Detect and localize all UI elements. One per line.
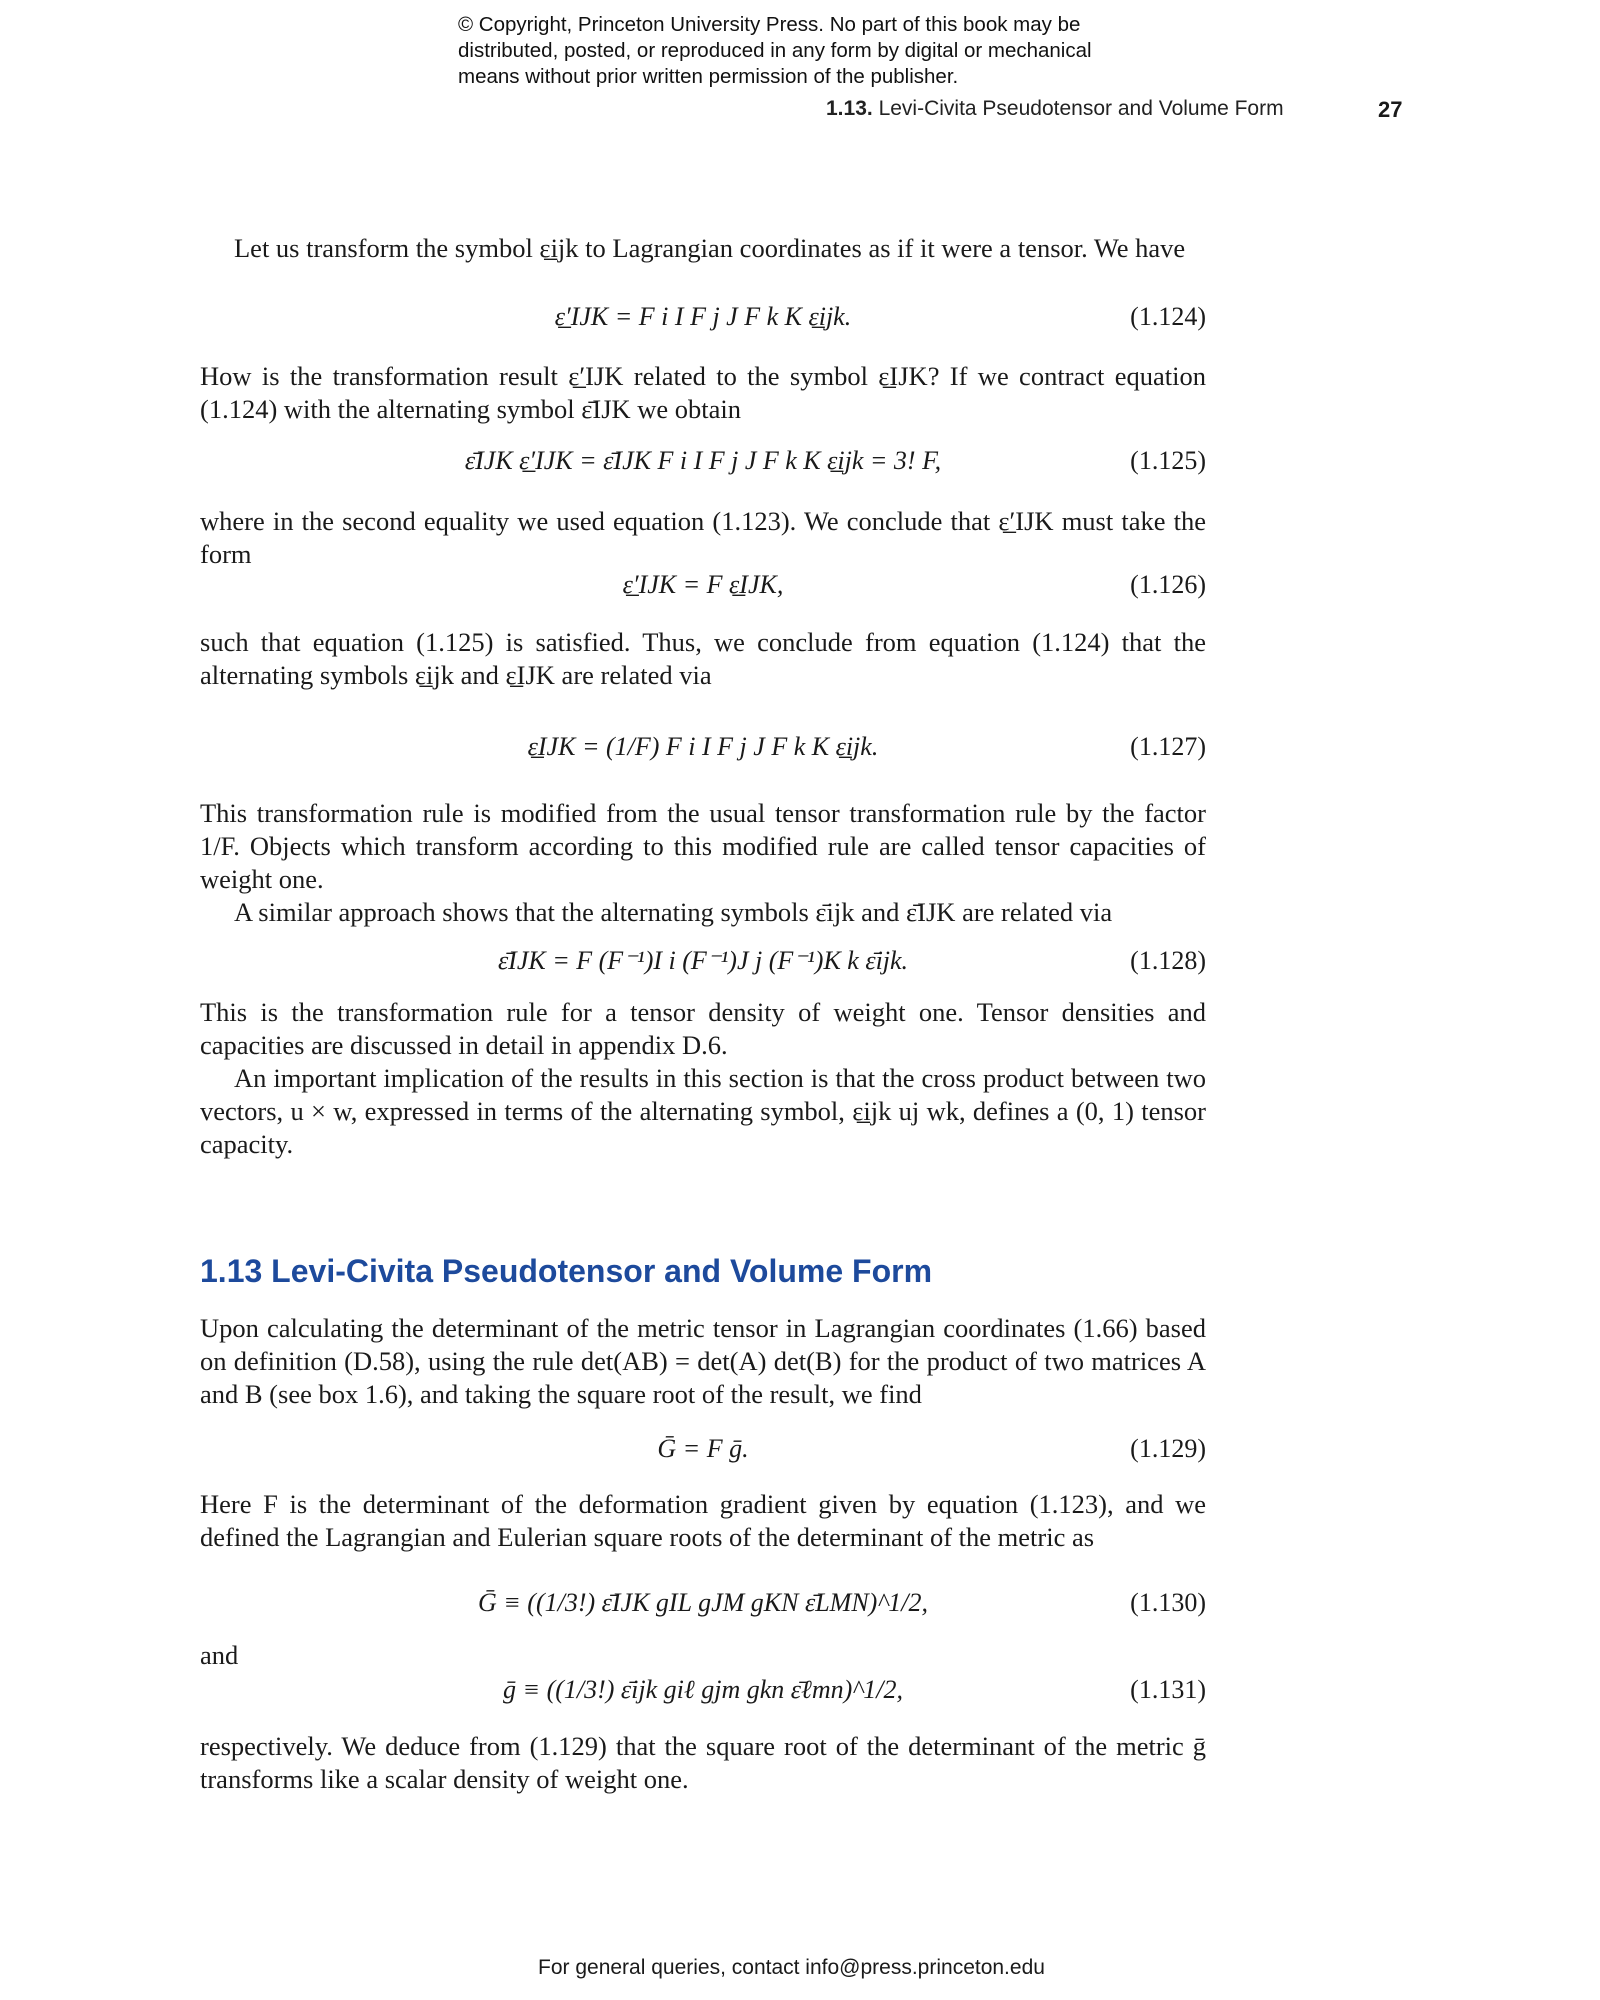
equation-1-125	[200, 446, 1206, 486]
paragraph-text: Let us transform the symbol ε̲ijk to Lagrangian coordinates as if it were a tensor. We have	[234, 233, 1186, 263]
footer-contact: For general queries, contact info@press.princeton.edu	[538, 1956, 1045, 1979]
equation-number: (1.124)	[1130, 302, 1206, 331]
paragraph-satisfied	[200, 626, 1206, 692]
paragraph-similar	[200, 896, 1206, 929]
equation-1-128	[200, 946, 1206, 986]
paragraph-text: such that equation (1.125) is satisfied. Thus, we conclude from equation (1.124) that the alternating symbols ε̲ijk and ε̲IJK are related via	[200, 627, 1206, 690]
equation-formula: ḡ ≡ ((1/3!) ε̄ijk giℓ gjm gkn ε̄ℓmn)^1/2,	[503, 1675, 903, 1704]
equation-1-129	[200, 1434, 1206, 1474]
equation-1-131	[200, 1675, 1206, 1715]
running-head-section-number: 1.13.	[826, 97, 873, 120]
running-head-section-title: Levi-Civita Pseudotensor and Volume Form	[878, 97, 1284, 120]
equation-number: (1.127)	[1130, 732, 1206, 761]
paragraph-density	[200, 996, 1206, 1062]
equation-number: (1.130)	[1130, 1588, 1206, 1617]
paragraph-determinant	[200, 1312, 1206, 1411]
paragraph-text: An important implication of the results in this section is that the cross product between two vectors, u × w, expressed in terms of the alternating symbol, ε̲ijk uj wk, defines a (0, 1) tensor capacity.	[200, 1063, 1206, 1159]
equation-formula: ε̄IJK = F (F⁻¹)I i (F⁻¹)J j (F⁻¹)K k ε̄ijk.	[497, 946, 909, 975]
equation-number: (1.126)	[1130, 570, 1206, 599]
equation-formula: Ḡ ≡ ((1/3!) ε̄IJK gIL gJM gKN ε̄LMN)^1/2,	[477, 1588, 929, 1617]
equation-number: (1.128)	[1130, 946, 1206, 975]
paragraph-text: where in the second equality we used equation (1.123). We conclude that ε̲′IJK must take the form	[200, 506, 1206, 569]
equation-formula: ε̲′IJK = F ε̲IJK,	[622, 570, 784, 599]
paragraph-cross-product	[200, 1062, 1206, 1161]
equation-1-127	[200, 732, 1206, 772]
equation-number: (1.129)	[1130, 1434, 1206, 1463]
paragraph-contract	[200, 360, 1206, 426]
equation-formula: ε̲IJK = (1/F) F i I F j J F k K ε̲ijk.	[527, 732, 879, 761]
equation-1-126	[200, 570, 1206, 610]
paragraph-respectively	[200, 1730, 1206, 1796]
section-heading: 1.13 Levi-Civita Pseudotensor and Volume Form	[200, 1253, 933, 1289]
copyright-line: means without prior written permission of the publisher.	[458, 65, 959, 88]
equation-formula: ε̄IJK ε̲′IJK = ε̄IJK F i I F j J F k K ε̲ijk = 3! F,	[464, 446, 942, 475]
paragraph-text: A similar approach shows that the alternating symbols ε̄ijk and ε̄IJK are related via	[234, 897, 1113, 927]
running-head	[826, 97, 1284, 121]
connector-and: and	[200, 1640, 239, 1670]
copyright-line: distributed, posted, or reproduced in any form by digital or mechanical	[458, 39, 1092, 62]
paragraph-text: Here F is the determinant of the deformation gradient given by equation (1.123), and we defined the Lagrangian and Eulerian square roots of the determinant of the metric as	[200, 1489, 1206, 1552]
equation-1-124	[200, 302, 1206, 342]
page-number: 27	[1378, 97, 1403, 122]
equation-number: (1.131)	[1130, 1675, 1206, 1704]
paragraph-text: How is the transformation result ε̲′IJK related to the symbol ε̲IJK? If we contract equation (1.124) with the alternating symbol ε̄IJK we obtain	[200, 361, 1206, 424]
equation-1-130	[200, 1588, 1206, 1628]
paragraph-conclude	[200, 505, 1206, 571]
paragraph-text: Upon calculating the determinant of the metric tensor in Lagrangian coordinates (1.66) based on definition (D.58), using the rule det(AB) = det(A) det(B) for the product of two matrices A and B (see box 1.6), and taking the square root of the result, we find	[200, 1313, 1206, 1409]
equation-formula: Ḡ = F ḡ.	[657, 1434, 749, 1463]
paragraph-text: This is the transformation rule for a tensor density of weight one. Tensor densities and capacities are discussed in detail in appendix D.6.	[200, 997, 1206, 1060]
equation-number: (1.125)	[1130, 446, 1206, 475]
paragraph-capacities	[200, 797, 1206, 896]
paragraph-defined	[200, 1488, 1206, 1554]
copyright-notice	[458, 12, 1218, 90]
paragraph-text: respectively. We deduce from (1.129) that the square root of the determinant of the metric ḡ transforms like a scalar density of weight one.	[200, 1731, 1206, 1794]
paragraph-intro	[200, 232, 1206, 265]
paragraph-text: This transformation rule is modified from the usual tensor transformation rule by the factor 1/F. Objects which transform according to this modified rule are called tensor capacities of weight one.	[200, 798, 1206, 894]
equation-formula: ε̲′IJK = F i I F j J F k K ε̲ijk.	[554, 302, 852, 331]
copyright-line: © Copyright, Princeton University Press. No part of this book may be	[458, 13, 1081, 36]
